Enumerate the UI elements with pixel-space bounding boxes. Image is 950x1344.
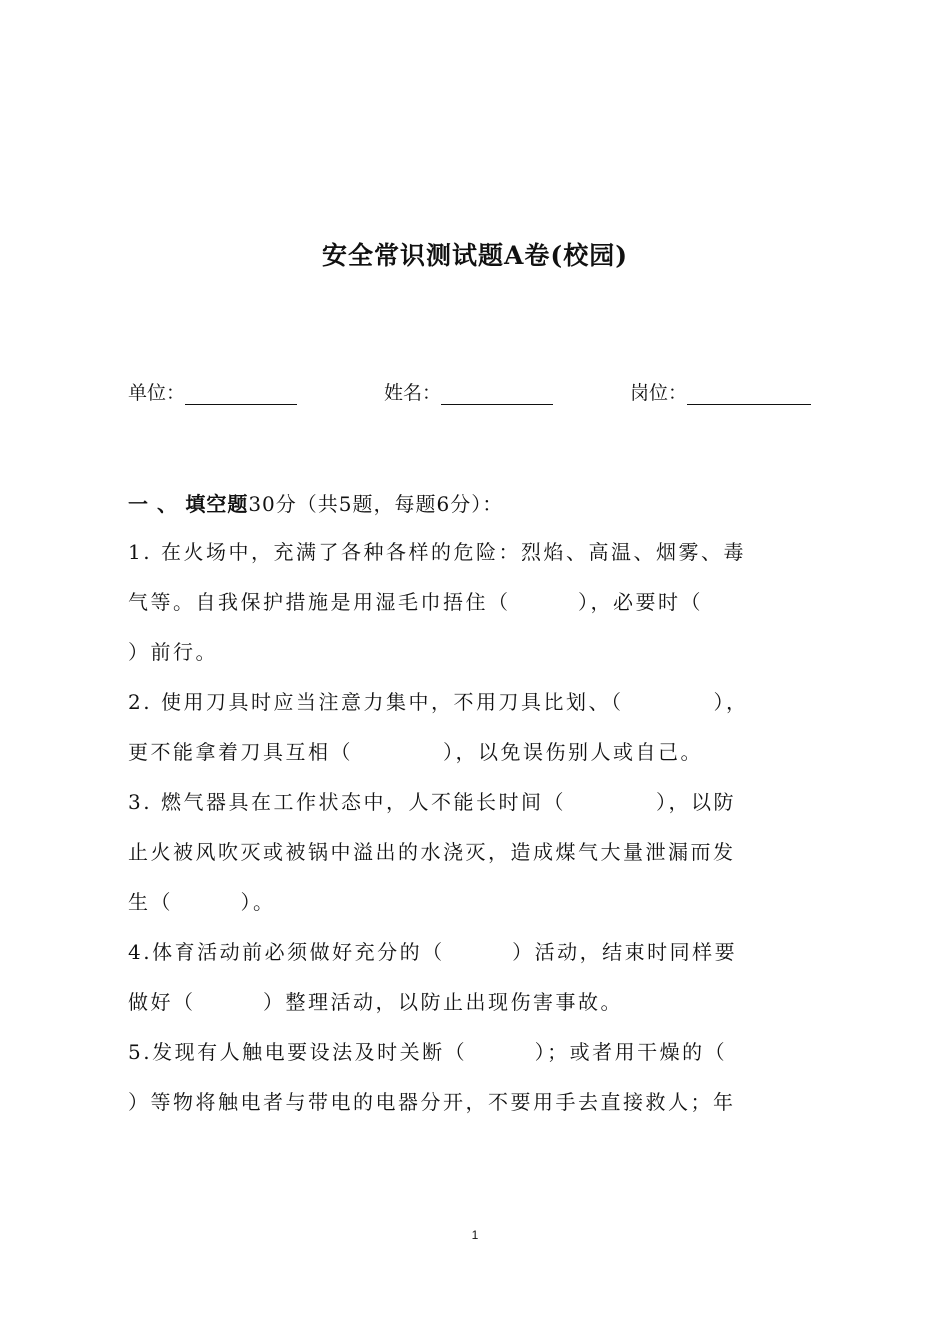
question-line: 1. 在火场中，充满了各种各样的危险：烈焰、高温、烟雾、毒 [128, 540, 746, 564]
unit-field [128, 378, 297, 405]
document-title: 安全常识测试题A卷(校园) [321, 241, 629, 270]
question-4 [128, 927, 828, 1027]
question-line: 5.发现有人触电要设法及时关断（ ）；或者用干燥的（ [128, 1040, 728, 1064]
section-detail: 30分（共5题，每题6分）： [248, 492, 504, 516]
section-number: 一 、 [128, 492, 178, 516]
position-field [630, 378, 811, 405]
question-line: ）等物将触电者与带电的电器分开，不要用手去直接救人；年 [128, 1090, 736, 1114]
question-line: 4.体育活动前必须做好充分的（ ）活动，结束时同样要 [128, 940, 738, 964]
question-2 [128, 677, 828, 777]
question-3 [128, 777, 828, 927]
question-line: 3. 燃气器具在工作状态中，人不能长时间（ ），以防 [128, 790, 736, 814]
position-blank-line[interactable] [687, 382, 811, 405]
question-line: 气等。自我保护措施是用湿毛巾捂住（ ），必要时（ [128, 590, 703, 614]
question-line: 更不能拿着刀具互相（ ），以免误伤别人或自己。 [128, 740, 703, 764]
unit-label: 单位： [128, 382, 186, 404]
question-line: 2. 使用刀具时应当注意力集中，不用刀具比划、（ ）， [128, 690, 749, 714]
question-line: 止火被风吹灭或被锅中溢出的水浇灭，造成煤气大量泄漏而发 [128, 840, 736, 864]
name-blank-line[interactable] [441, 382, 553, 405]
position-label: 岗位： [630, 382, 688, 404]
section-title: 填空题 [185, 492, 249, 516]
name-field [384, 378, 553, 405]
question-1 [128, 527, 828, 677]
unit-blank-line[interactable] [185, 382, 297, 405]
name-label: 姓名： [384, 382, 442, 404]
question-5 [128, 1027, 828, 1127]
question-line: 生（ ）。 [128, 890, 276, 914]
section-heading [128, 488, 503, 517]
question-line: 做好（ ）整理活动，以防止出现伤害事故。 [128, 990, 623, 1014]
page-number: 1 [471, 1228, 479, 1242]
question-line: ）前行。 [128, 640, 218, 664]
